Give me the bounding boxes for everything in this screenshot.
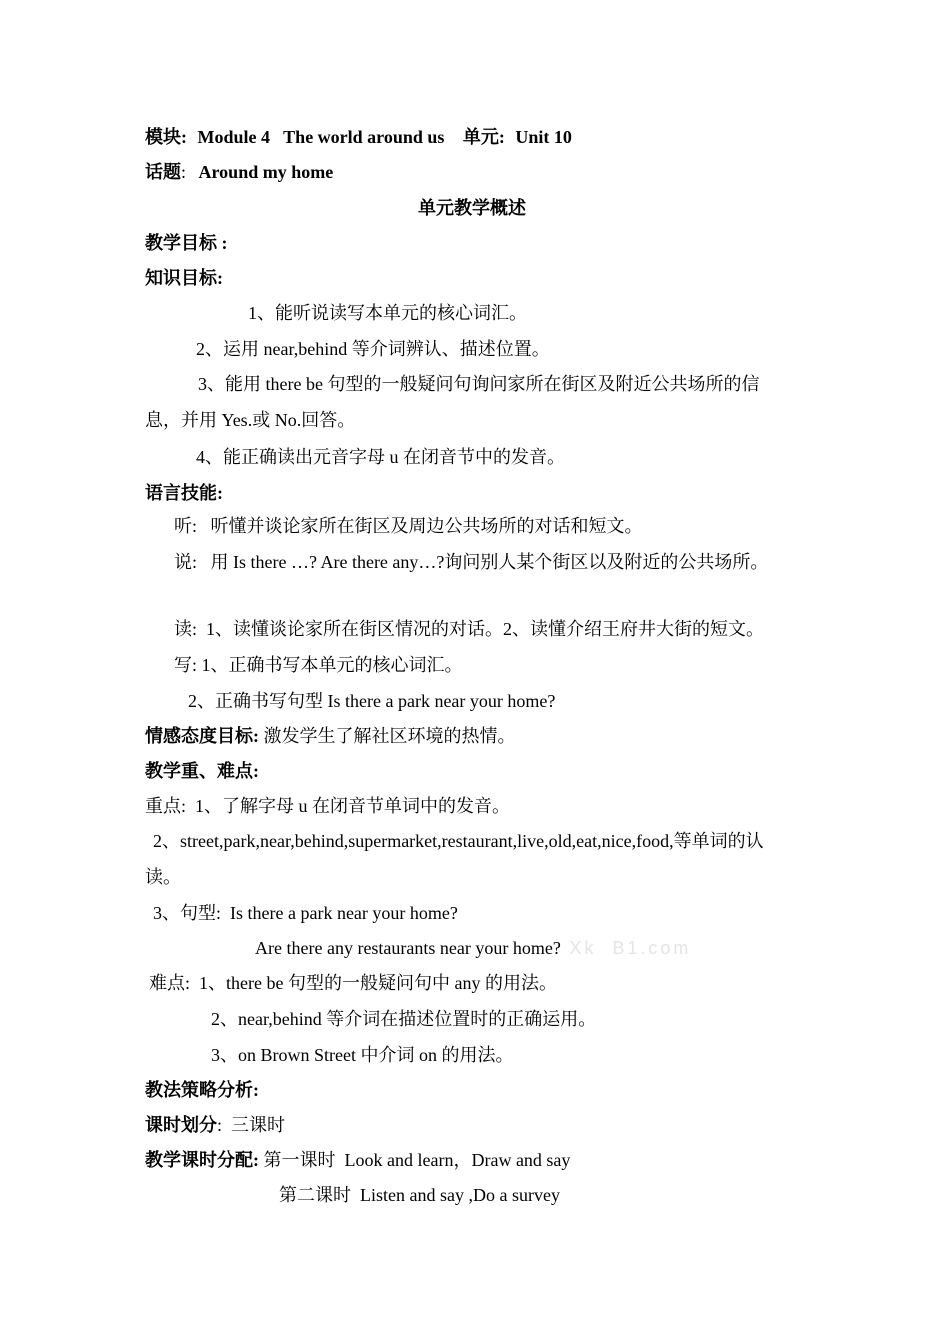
knowledge-item-4: 4、能正确读出元音字母 u 在闭音节中的发音。 <box>196 447 565 467</box>
module-line <box>145 125 572 149</box>
allocation-line <box>145 1148 570 1172</box>
methods-heading: 教法策略分析: <box>145 1080 259 1100</box>
module-value: Module 4 The world around us <box>197 127 445 147</box>
keypoints-heading: 教学重、难点: <box>145 761 259 781</box>
skill-read: 读: 1、读懂谈论家所在街区情况的对话。2、读懂介绍王府井大街的短文。 <box>174 619 764 639</box>
topic-label: 话题 <box>145 162 181 182</box>
watermark-text: Xk B1.com <box>569 938 692 958</box>
page-title: 单元教学概述 <box>418 198 526 218</box>
knowledge-item-3-cont: 息，并用 Yes.或 No.回答。 <box>145 410 356 430</box>
focus-1: 重点: 1、了解字母 u 在闭音节单词中的发音。 <box>145 796 510 816</box>
knowledge-item-2: 2、运用 near,behind 等介词辨认、描述位置。 <box>196 339 550 359</box>
module-label: 模块: <box>145 127 187 147</box>
difficulty-3: 3、on Brown Street 中介词 on 的用法。 <box>211 1045 514 1065</box>
topic-colon: : <box>181 162 187 182</box>
skills-heading: 语言技能: <box>145 483 223 503</box>
knowledge-item-3: 3、能用 there be 句型的一般疑问句询问家所在街区及附近公共场所的信 <box>198 374 760 394</box>
allocation-label: 教学课时分配: <box>145 1150 259 1170</box>
lesson-line <box>145 1113 285 1137</box>
focus-3b-line <box>255 936 691 960</box>
knowledge-heading: 知识目标: <box>145 268 223 288</box>
topic-value: Around my home <box>198 162 334 182</box>
allocation-2: 第二课时 Listen and say ,Do a survey <box>279 1185 560 1205</box>
knowledge-item-1: 1、能听说读写本单元的核心词汇。 <box>248 303 527 323</box>
difficulty-2: 2、near,behind 等介词在描述位置时的正确运用。 <box>211 1009 597 1029</box>
unit-label: 单元: <box>462 127 505 147</box>
skill-listen: 听: 听懂并谈论家所在街区及周边公共场所的对话和短文。 <box>174 516 643 536</box>
emotion-line <box>145 724 516 748</box>
lesson-label: 课时划分 <box>145 1115 217 1135</box>
skill-write-1: 写: 1、正确书写本单元的核心词汇。 <box>174 655 463 675</box>
objectives-heading: 教学目标 : <box>145 233 228 253</box>
skill-speak: 说: 用 Is there …? Are there any…?询问别人某个街区以及附近的公共场所。 <box>174 552 769 572</box>
difficulty-1: 难点: 1、there be 句型的一般疑问句中 any 的用法。 <box>149 973 557 993</box>
allocation-1: 第一课时 Look and learn，Draw and say <box>259 1150 571 1170</box>
focus-2: 2、street,park,near,behind,supermarket,restaurant,live,old,eat,nice,food,等单词的认 <box>153 831 764 851</box>
focus-3: 3、句型: Is there a park near your home? <box>153 903 458 923</box>
skill-write-2: 2、正确书写句型 Is there a park near your home? <box>188 691 556 711</box>
unit-value: Unit 10 <box>515 127 572 147</box>
emotion-value: 激发学生了解社区环境的热情。 <box>259 726 516 746</box>
focus-3b: Are there any restaurants near your home? <box>255 938 561 958</box>
topic-line <box>145 160 333 184</box>
emotion-label: 情感态度目标: <box>145 726 259 746</box>
focus-2-cont: 读。 <box>145 867 181 887</box>
lesson-value: : 三课时 <box>217 1115 286 1135</box>
